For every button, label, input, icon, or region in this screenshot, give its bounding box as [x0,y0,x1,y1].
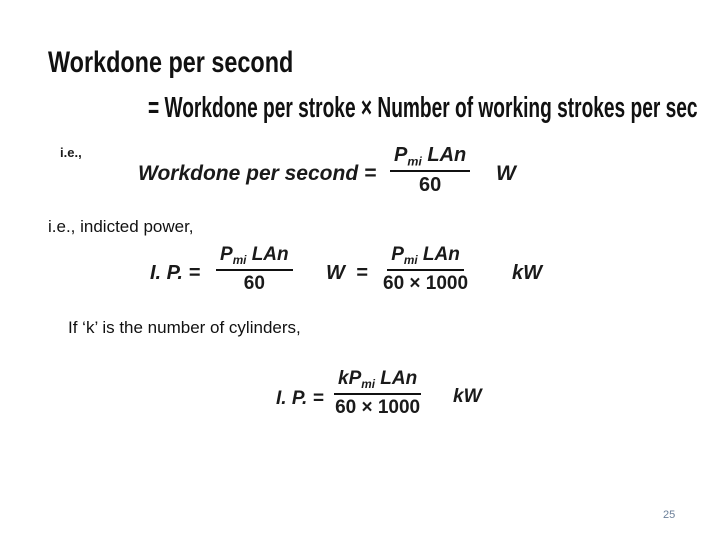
indicated-power-label: i.e., indicted power, [48,217,194,236]
eq2-lhs: I. P. = [150,262,201,284]
eq3-lhs: I. P. = [276,388,324,409]
eq1-denominator: 60 [419,174,442,197]
heading-text: Workdone per second [48,46,294,79]
eq3-fraction [334,368,421,419]
eq2-num2-rest: LAn [417,244,460,265]
eq3-unit: kW [453,386,482,407]
eq2-numerator-1 [216,244,293,271]
eq2-num1-rest: LAn [246,244,289,265]
eq2-denominator-1: 60 [243,273,265,295]
eq2-numerator-2 [387,244,464,271]
eq1-num-rest: LAn [421,144,467,166]
ie-small-label: i.e., [60,145,82,160]
eq2-unit: kW [512,262,542,284]
eq2-fraction-2 [383,244,468,295]
heading-equation-text: = Workdone per stroke × Number of working strokes per sec [148,92,698,124]
eq2-num1-p: P [220,244,233,265]
cylinders-label: If ‘k’ is the number of cylinders, [68,318,301,337]
eq3-num-p: kP [338,368,362,389]
eq1-numerator [390,144,470,172]
eq1-num-sub: mi [407,154,422,169]
eq3-denominator: 60 × 1000 [335,397,421,419]
eq2-num1-sub: mi [232,254,247,268]
eq3-num-rest: LAn [374,368,418,389]
eq2-num2-sub: mi [403,254,418,268]
eq2-denominator-2: 60 × 1000 [383,273,469,295]
eq3-numerator [334,368,421,395]
eq2-num2-p: P [391,244,404,265]
eq3-num-sub: mi [361,378,375,392]
eq1-fraction [390,144,470,197]
eq2-fraction-1 [216,244,293,295]
eq1-num-p: P [394,144,408,166]
eq1-unit: W [496,162,516,185]
eq2-mid: W = [326,262,368,284]
eq1-lhs: Workdone per second = [138,162,377,185]
page-number: 25 [663,509,676,521]
